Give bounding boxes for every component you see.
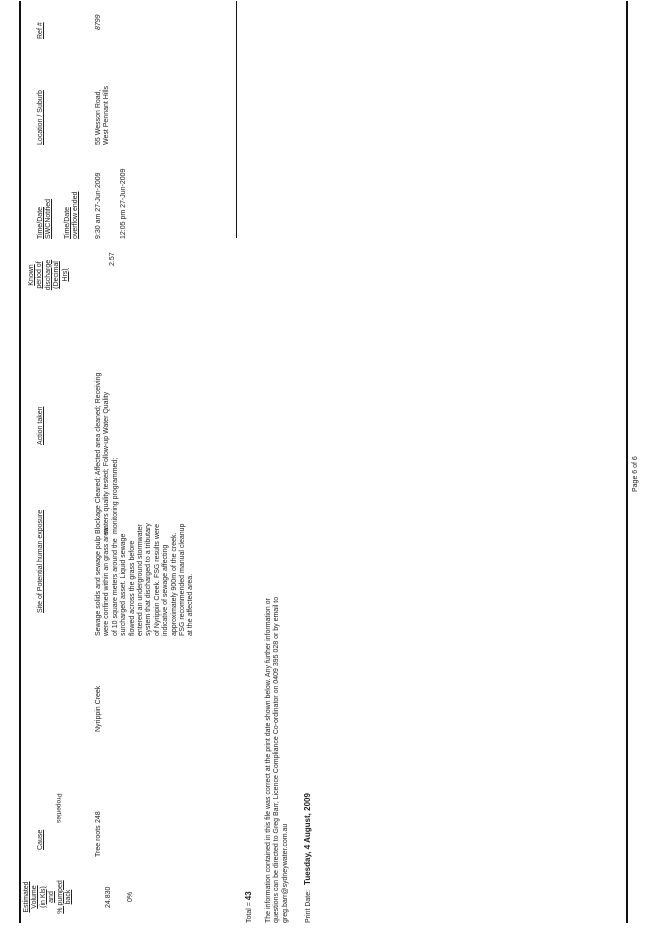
header-known-period-line2: period of (36, 261, 44, 289)
total-label: Total = (246, 900, 253, 923)
record-site-line10: approximately 900m of the creek. (170, 532, 178, 636)
print-date-value: Tuesday, 4 August, 2009 (303, 793, 312, 885)
header-known-period-line4: (Decimal (53, 261, 61, 289)
header-ref: Ref # (37, 22, 44, 39)
record-waterway: Nyrippin Creek (95, 685, 102, 732)
record-action-line1: Blockage Cleared; Affected area cleaned; Receiving (95, 372, 102, 534)
header-volume-line1: Estimated (23, 881, 30, 913)
record-ref: 8799 (95, 14, 102, 30)
header-action: Action taken (37, 406, 44, 445)
record-location-line1: 55 Wesson Road, (95, 89, 102, 145)
total-count (245, 891, 254, 923)
total-value: 43 (244, 891, 253, 901)
header-volume-line6: back (65, 889, 73, 905)
header-volume-line2: Volume (31, 885, 39, 909)
record-site-line2: were confined within an grass area (103, 527, 111, 636)
info-line1: The information contained in this file was correct at the print date shown below. Any further information or (265, 598, 272, 923)
record-site-line8: of Nyrippin Creek. FSG results were (153, 523, 161, 636)
header-location: Location / Suburb (37, 90, 44, 145)
info-line3: greg.barr@sydneywater.com.au (281, 823, 289, 923)
print-date-label: Print Date: (305, 889, 312, 923)
header-time-notified-line1: Time/Date (37, 206, 44, 239)
header-known-period-line5: Hrs) (61, 268, 69, 282)
header-time-notified (37, 199, 54, 239)
record-location-line2: West Pennant Hills (103, 85, 111, 145)
header-site: Site of Potential human exposure (37, 509, 44, 613)
record-volume: 24.830 (105, 886, 112, 908)
header-time-ended-line1: Time/Date (64, 206, 71, 239)
record-cause: Tree roots (95, 825, 102, 857)
record-known-period: 2.57 (109, 252, 116, 266)
record-time-notified: 9:30 am 27-Jun-2009 (95, 172, 102, 239)
header-time-ended-line2: overflow ended (72, 191, 80, 239)
header-properties: Properties (55, 793, 62, 823)
record-properties: 248 (95, 811, 102, 823)
header-known-period (28, 250, 70, 300)
header-volume-line3: (in Kls) (39, 886, 47, 908)
section-divider-rule (236, 1, 237, 238)
table-top-rule (19, 1, 21, 923)
header-cause: Cause (37, 829, 44, 850)
record-action-line3: monitoring programmed; (111, 457, 119, 534)
record-pumped: 0% (127, 891, 134, 902)
info-notice (265, 283, 290, 923)
header-volume-line5: % pumped (56, 880, 64, 914)
header-known-period-line3: discharge (44, 259, 52, 291)
record-site-line6: entered an underground stormwater (137, 524, 145, 636)
record-site-line11: FSG recommended manual cleanup (179, 523, 187, 636)
header-known-period-line1: Known (28, 264, 35, 286)
info-line2: questions can be directed to Greg Barr, Licence Compliance Co-ordinator on 0409 395 028 or by email to (273, 596, 281, 923)
record-site (95, 496, 196, 636)
header-volume-line4: and (48, 891, 56, 903)
record-action-line2: waters quality tested; Follow-up Water Quality (103, 391, 111, 534)
table-bottom-rule (626, 1, 628, 923)
record-site-line7: system that discharged to a tributary (145, 523, 153, 636)
record-site-line1: Sewage solids and sewage pulp (95, 535, 102, 636)
record-site-line9: indicative of sewage affecting (162, 544, 170, 636)
page-number: Page 6 of 6 (632, 456, 639, 492)
record-time-ended: 12:05 pm 27-Jun-2009 (120, 168, 127, 239)
header-time-notified-line2: SWCNotified (45, 198, 53, 239)
header-time-ended (64, 192, 81, 239)
record-site-line4: surcharged asset. Liquid sewage (120, 533, 128, 636)
header-volume (23, 872, 73, 922)
record-site-line12: at the affected area. (187, 573, 195, 636)
record-location (95, 86, 112, 145)
print-date (304, 793, 313, 923)
record-site-line3: of 10 square meters around the (111, 538, 119, 636)
record-site-line5: flowed across the grass before (128, 540, 136, 636)
